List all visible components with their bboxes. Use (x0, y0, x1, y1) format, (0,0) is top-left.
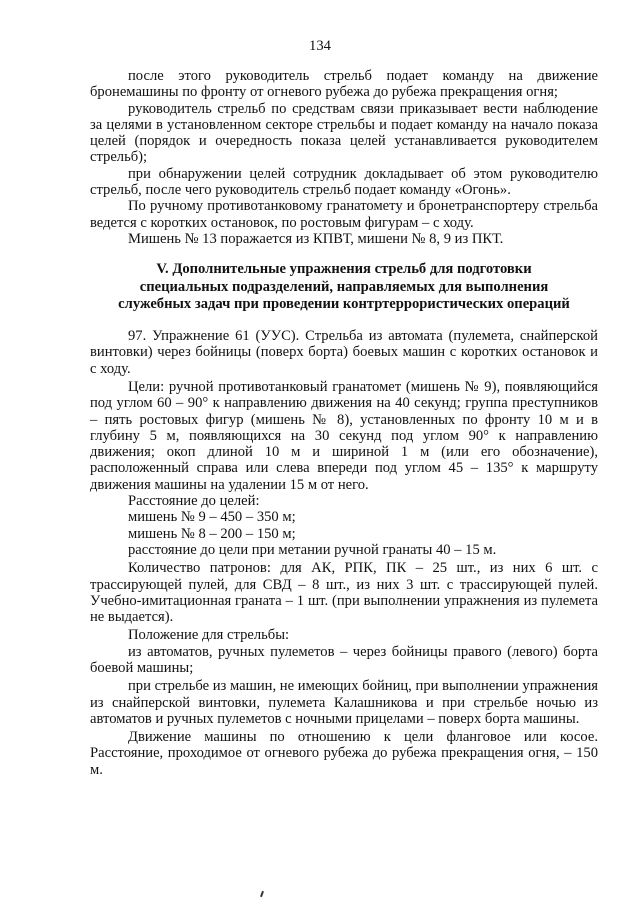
paragraph: Движение машины по отношению к цели фланговое или косое. Расстояние, проходимое от огневого рубежа до рубежа прекращения огня, – 150 м. (90, 729, 598, 778)
paragraph: Положение для стрельбы: (128, 627, 290, 644)
paragraph: после этого руководитель стрельб подает команду на движение бронемашины по фронту от огневого рубежа до рубежа прекращения огня; (90, 68, 598, 101)
page-number: 134 (309, 38, 331, 54)
paragraph: Мишень № 13 поражается из КПВТ, мишени № 8, 9 из ПКТ. (128, 230, 504, 247)
paragraph: 97. Упражнение 61 (УУС). Стрельба из автомата (пулемета, снайперской винтовки) через бойницы (поверх борта) боевых машин с коротких остановок и с ходу. (90, 328, 598, 377)
section-heading (90, 261, 598, 314)
paragraph: мишень № 8 – 200 – 150 м; (128, 525, 296, 542)
paragraph: Количество патронов: для АК, РПК, ПК – 25 шт., из них 6 шт. с трассирующей пулей, для СВД – 8 шт., из них 3 шт. с трассирующей пулей. Учебно-имитационная граната – 1 шт. (при выполнении упражнения из пулемета не выдается). (90, 560, 598, 626)
paragraph: руководитель стрельб по средствам связи приказывает вести наблюдение за целями в установленном секторе стрельбы и подает команду на начало показа целей (порядок и очередность показа целей устанавливается руководителем стрельб); (90, 100, 598, 166)
paragraph: расстояние до цели при метании ручной гранаты 40 – 15 м. (128, 541, 497, 558)
paragraph: По ручному противотанковому гранатомету и бронетранспортеру стрельба ведется с коротких остановок, по ростовым фигурам – с ходу. (90, 198, 598, 231)
section-heading-line: служебных задач при проведении контртеррористических операций (118, 296, 570, 313)
section-heading-line: V. Дополнительные упражнения стрельб для подготовки (156, 261, 532, 278)
paragraph: мишень № 9 – 450 – 350 м; (128, 509, 296, 526)
paragraph: при обнаружении целей сотрудник докладывает об этом руководителю стрельб, после чего руководитель стрельб подает команду «Огонь». (90, 165, 598, 199)
paragraph: при стрельбе из машин, не имеющих бойниц, при выполнении упражнения из снайперской винтовки, пулемета Калашникова и при стрельбе ночью из автоматов и ручных пулеметов с ночными прицелами – поверх борта машины. (90, 678, 598, 727)
document-body (90, 68, 598, 778)
scan-mark (260, 891, 264, 897)
paragraph: из автоматов, ручных пулеметов – через бойницы правого (левого) борта боевой машины; (90, 643, 598, 676)
section-heading-line: специальных подразделений, направляемых для выполнения (139, 278, 549, 295)
paragraph: Цели: ручной противотанковый гранатомет (мишень № 9), появляющийся под углом 60 – 90° к направлению движения на 40 секунд; группа преступников – пять ростовых фигур (мишень № 8), установленных по фронту 10 м и в глубину 5 м, появляющихся на 30 секунд под углом 90° к направлению движения; окоп длиной 10 м и шириной 1 м (или его обозначение), расположенный справа или слева впереди под углом 45 – 135° к маршруту движения машины на удалении 15 м от него. (90, 378, 598, 493)
paragraph: Расстояние до целей: (128, 493, 260, 510)
